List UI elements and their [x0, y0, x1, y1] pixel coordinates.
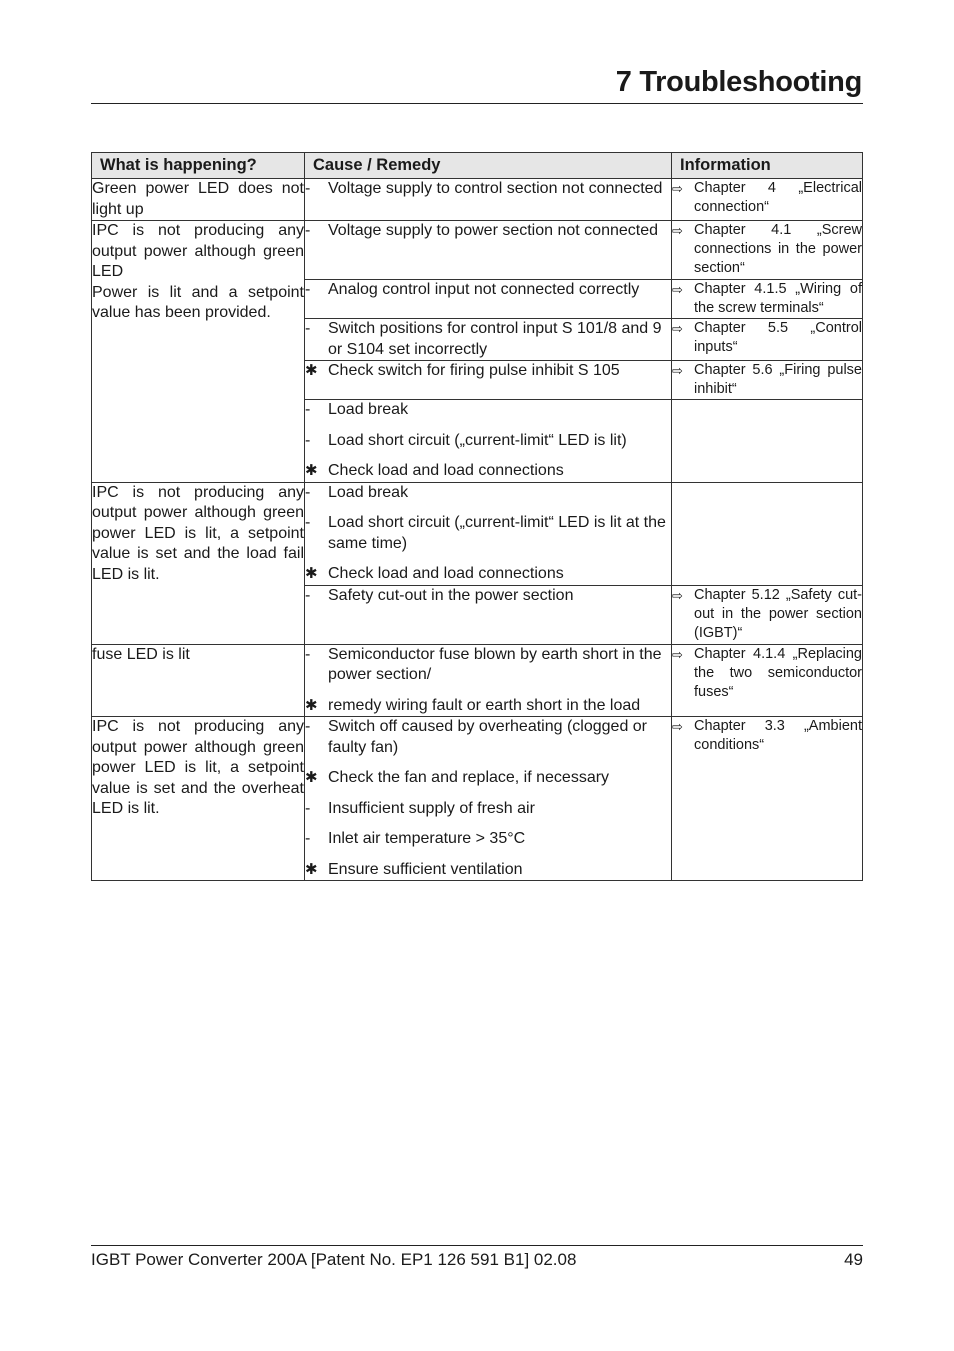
- cause-text: Insufficient supply of fresh air: [328, 799, 535, 817]
- dash-marker: -: [305, 401, 311, 419]
- cause-text: Semiconductor fuse blown by earth short in the power section/: [328, 645, 662, 684]
- cause-cell: [305, 319, 672, 361]
- asterisk-icon: ✱: [305, 362, 318, 380]
- info-reference: Chapter 5.12 „Safety cut-out in the power section (IGBT)“: [694, 586, 862, 642]
- arrow-right-icon: ⇨: [672, 646, 683, 662]
- table-row: [92, 717, 863, 881]
- what-cell: [92, 717, 305, 881]
- what-text: IPC is not producing any output power although green power LED is lit, a setpoint value is set and the overheat LED is lit.: [92, 718, 304, 818]
- cause-item: [305, 361, 671, 382]
- cause-item: [305, 586, 671, 607]
- arrow-right-icon: ⇨: [672, 719, 683, 735]
- table-row: [92, 221, 863, 280]
- footer-document-title: IGBT Power Converter 200A [Patent No. EP1 126 591 B1] 02.08: [91, 1250, 577, 1269]
- info-cell: [672, 319, 863, 361]
- cause-item: [305, 829, 671, 850]
- header-information: Information: [672, 153, 863, 179]
- info-cell: [672, 400, 863, 483]
- dash-marker: -: [305, 830, 311, 848]
- cause-item: [305, 513, 671, 554]
- info-cell: [672, 279, 863, 318]
- dash-marker: -: [305, 180, 311, 197]
- asterisk-icon: ✱: [305, 696, 318, 714]
- footer-rule: [91, 1245, 863, 1246]
- cause-item: [305, 431, 671, 452]
- cause-item: [305, 280, 671, 301]
- cause-text: Check switch for firing pulse inhibit S 105: [328, 362, 620, 380]
- cause-text: Ensure sufficient ventilation: [328, 860, 523, 878]
- arrow-right-icon: ⇨: [672, 223, 683, 238]
- dash-marker: -: [305, 645, 311, 663]
- info-reference: Chapter 5.5 „Control inputs“: [694, 320, 862, 356]
- asterisk-icon: ✱: [305, 860, 318, 878]
- dash-marker: -: [305, 483, 311, 501]
- cause-text: Load break: [328, 483, 409, 501]
- cause-item: [305, 799, 671, 820]
- title-rule: [91, 103, 863, 104]
- header-cause: Cause / Remedy: [305, 153, 672, 179]
- info-reference: Chapter 3.3 „Ambient conditions“: [694, 718, 862, 754]
- cause-item: [305, 564, 671, 585]
- cause-text: Voltage supply to power section not connected: [328, 222, 658, 239]
- table-row: [92, 644, 863, 717]
- cause-text: Load break: [328, 401, 409, 419]
- cause-item: [305, 179, 671, 200]
- dash-marker: -: [305, 586, 311, 604]
- page-title: 7 Troubleshooting: [615, 66, 862, 98]
- cause-item: [305, 696, 671, 717]
- dash-marker: -: [305, 799, 311, 817]
- what-text: Green power LED does not light up: [92, 180, 304, 218]
- cause-cell: [305, 221, 672, 280]
- cause-item: [305, 768, 671, 789]
- dash-marker: -: [305, 222, 311, 239]
- info-reference: Chapter 4 „Electrical connection“: [694, 180, 862, 216]
- asterisk-icon: ✱: [305, 462, 318, 480]
- info-cell: [672, 361, 863, 400]
- cause-item: [305, 221, 671, 242]
- what-text: IPC is not producing any output power although green power LED is lit, a setpoint value is set and the load fail LED is lit.: [92, 483, 304, 583]
- asterisk-icon: ✱: [305, 565, 318, 583]
- arrow-right-icon: ⇨: [672, 281, 683, 297]
- cause-cell: [305, 644, 672, 717]
- cause-cell: [305, 400, 672, 483]
- cause-text: remedy wiring fault or earth short in the load: [328, 696, 641, 714]
- cause-text: Load short circuit („current-limit“ LED is lit): [328, 431, 627, 449]
- info-cell: [672, 221, 863, 280]
- what-text: IPC is not producing any output power although green LED: [92, 222, 304, 280]
- what-cell: [92, 179, 305, 221]
- dash-marker: -: [305, 431, 311, 449]
- arrow-right-icon: ⇨: [672, 181, 683, 196]
- cause-item: [305, 645, 671, 686]
- info-cell: [672, 717, 863, 881]
- what-cell: [92, 221, 305, 483]
- cause-cell: [305, 585, 672, 644]
- info-cell: [672, 585, 863, 644]
- cause-item: [305, 717, 671, 758]
- cause-text: Check load and load connections: [328, 565, 564, 583]
- cause-item: [305, 319, 671, 360]
- page-number: 49: [844, 1250, 863, 1269]
- cause-cell: [305, 179, 672, 221]
- cause-text: Analog control input not connected correctly: [328, 280, 640, 298]
- header-what: What is happening?: [92, 153, 305, 179]
- cause-text: Inlet air temperature > 35°C: [328, 830, 526, 848]
- cause-item: [305, 461, 671, 482]
- cause-text: Switch off caused by overheating (clogged or faulty fan): [328, 718, 648, 756]
- troubleshooting-table: [91, 152, 863, 881]
- info-cell: [672, 179, 863, 221]
- dash-marker: -: [305, 718, 311, 736]
- cause-text: Check the fan and replace, if necessary: [328, 769, 610, 787]
- what-text: Power is lit and a setpoint value has been provided.: [92, 283, 304, 321]
- arrow-right-icon: ⇨: [672, 587, 683, 603]
- cause-text: Voltage supply to control section not connected: [328, 180, 663, 197]
- info-cell: [672, 482, 863, 585]
- dash-marker: -: [305, 280, 311, 298]
- cause-cell: [305, 482, 672, 585]
- cause-cell: [305, 279, 672, 318]
- table-row: [92, 179, 863, 221]
- info-reference: Chapter 4.1 „Screw connections in the power section“: [694, 222, 862, 277]
- cause-text: Load short circuit („current-limit“ LED is lit at the same time): [328, 514, 666, 552]
- arrow-right-icon: ⇨: [672, 363, 683, 379]
- arrow-right-icon: ⇨: [672, 321, 683, 337]
- asterisk-icon: ✱: [305, 769, 318, 787]
- info-cell: [672, 644, 863, 717]
- cause-cell: [305, 361, 672, 400]
- info-reference: Chapter 4.1.5 „Wiring of the screw terminals“: [694, 280, 862, 316]
- what-text: fuse LED is lit: [92, 645, 190, 663]
- cause-item: [305, 860, 671, 881]
- cause-item: [305, 400, 671, 421]
- cause-cell: [305, 717, 672, 881]
- info-reference: Chapter 4.1.4 „Replacing the two semiconductor fuses“: [694, 645, 862, 700]
- dash-marker: -: [305, 514, 311, 532]
- cause-text: Check load and load connections: [328, 462, 564, 480]
- cause-text: Switch positions for control input S 101/8 and 9 or S104 set incorrectly: [328, 320, 662, 358]
- cause-item: [305, 483, 671, 504]
- what-cell: [92, 644, 305, 717]
- info-reference: Chapter 5.6 „Firing pulse inhibit“: [694, 362, 862, 398]
- table-header-row: [92, 153, 863, 179]
- cause-text: Safety cut-out in the power section: [328, 586, 574, 604]
- dash-marker: -: [305, 320, 311, 338]
- what-cell: [92, 482, 305, 644]
- table-row: [92, 482, 863, 585]
